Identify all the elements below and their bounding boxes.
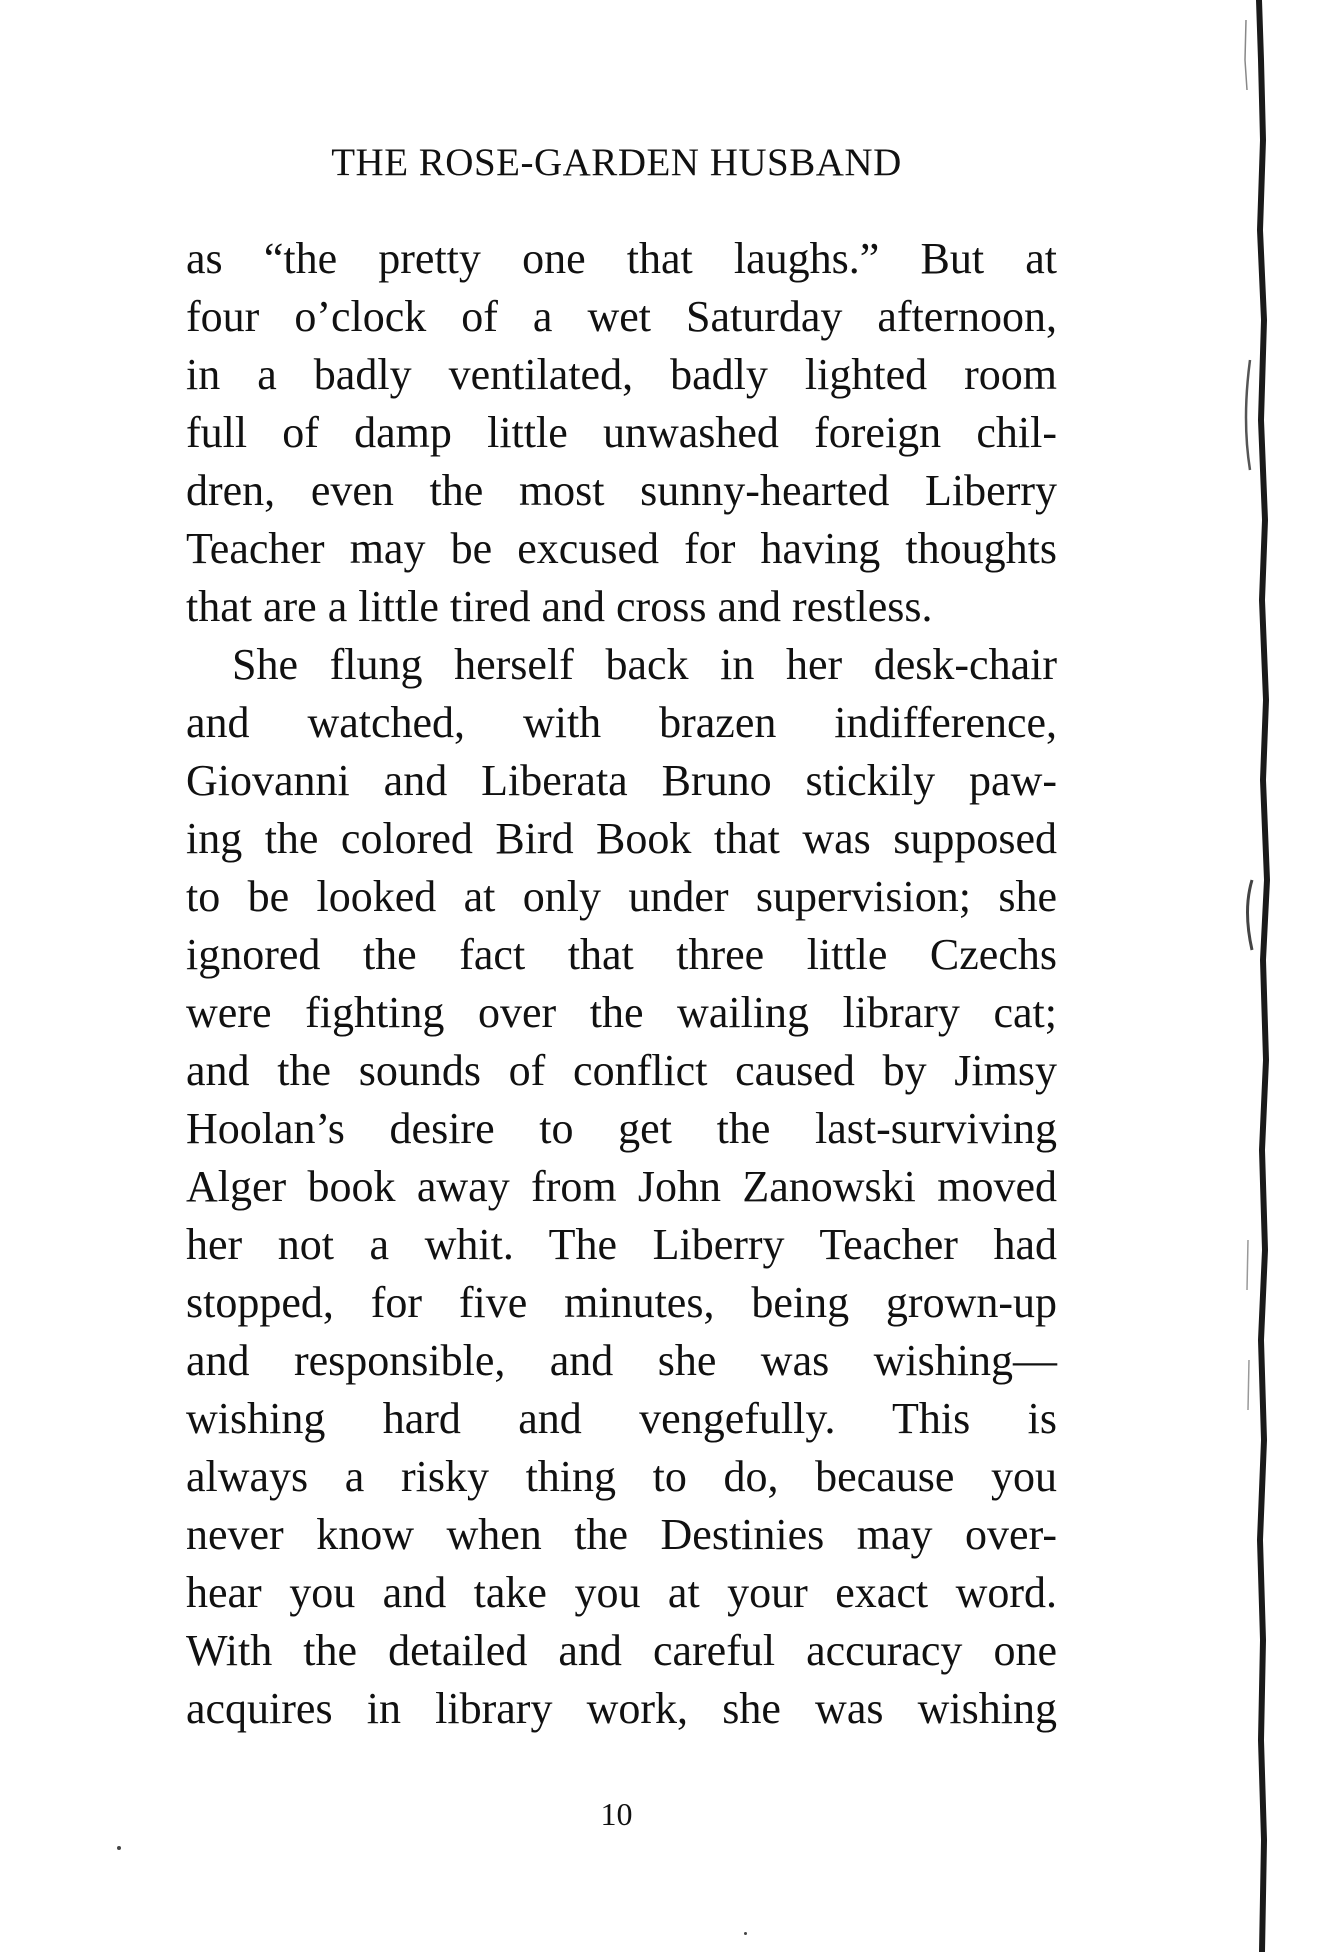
body-text (186, 230, 1057, 1738)
page-number: 10 (600, 1796, 633, 1832)
paper-speck (744, 1932, 747, 1935)
text-line: never know when the Destinies may over- (186, 1510, 1057, 1559)
text-line: that are a little tired and cross and restless. (186, 582, 933, 631)
text-line: always a risky thing to do, because you (186, 1452, 1057, 1501)
text-line: dren, even the most sunny-hearted Liberry (186, 466, 1057, 515)
text-line: With the detailed and careful accuracy one (186, 1626, 1057, 1675)
paper-speck (117, 1846, 121, 1850)
text-line: to be looked at only under supervision; she (186, 872, 1057, 921)
text-line: hear you and take you at your exact word. (186, 1568, 1057, 1617)
text-line: four o’clock of a wet Saturday afternoon, (186, 292, 1057, 341)
text-line: as “the pretty one that laughs.” But at (186, 234, 1057, 283)
text-line: ignored the fact that three little Czechs (186, 930, 1057, 979)
text-line: acquires in library work, she was wishing (186, 1684, 1057, 1733)
text-line: were fighting over the wailing library cat; (186, 988, 1057, 1037)
text-line: wishing hard and vengefully. This is (186, 1394, 1057, 1443)
text-line: and the sounds of conflict caused by Jimsy (186, 1046, 1057, 1095)
text-line: and watched, with brazen indifference, (186, 698, 1057, 747)
running-head: THE ROSE-GARDEN HUSBAND (331, 141, 902, 184)
paragraph-start-line: She flung herself back in her desk-chair (232, 640, 1057, 689)
text-line: in a badly ventilated, badly lighted room (186, 350, 1057, 399)
page-binding-edge (1240, 0, 1327, 1952)
text-line: stopped, for five minutes, being grown-up (186, 1278, 1057, 1327)
text-line: and responsible, and she was wishing— (186, 1336, 1057, 1385)
text-line: Teacher may be excused for having thoughts (186, 524, 1057, 573)
text-line: Giovanni and Liberata Bruno stickily paw- (186, 756, 1057, 805)
text-line: full of damp little unwashed foreign chil- (186, 408, 1057, 457)
text-line: Alger book away from John Zanowski moved (186, 1162, 1057, 1211)
text-line: Hoolan’s desire to get the last-surviving (186, 1104, 1057, 1153)
text-line: her not a whit. The Liberry Teacher had (186, 1220, 1057, 1269)
text-line: ing the colored Bird Book that was supposed (186, 814, 1057, 863)
